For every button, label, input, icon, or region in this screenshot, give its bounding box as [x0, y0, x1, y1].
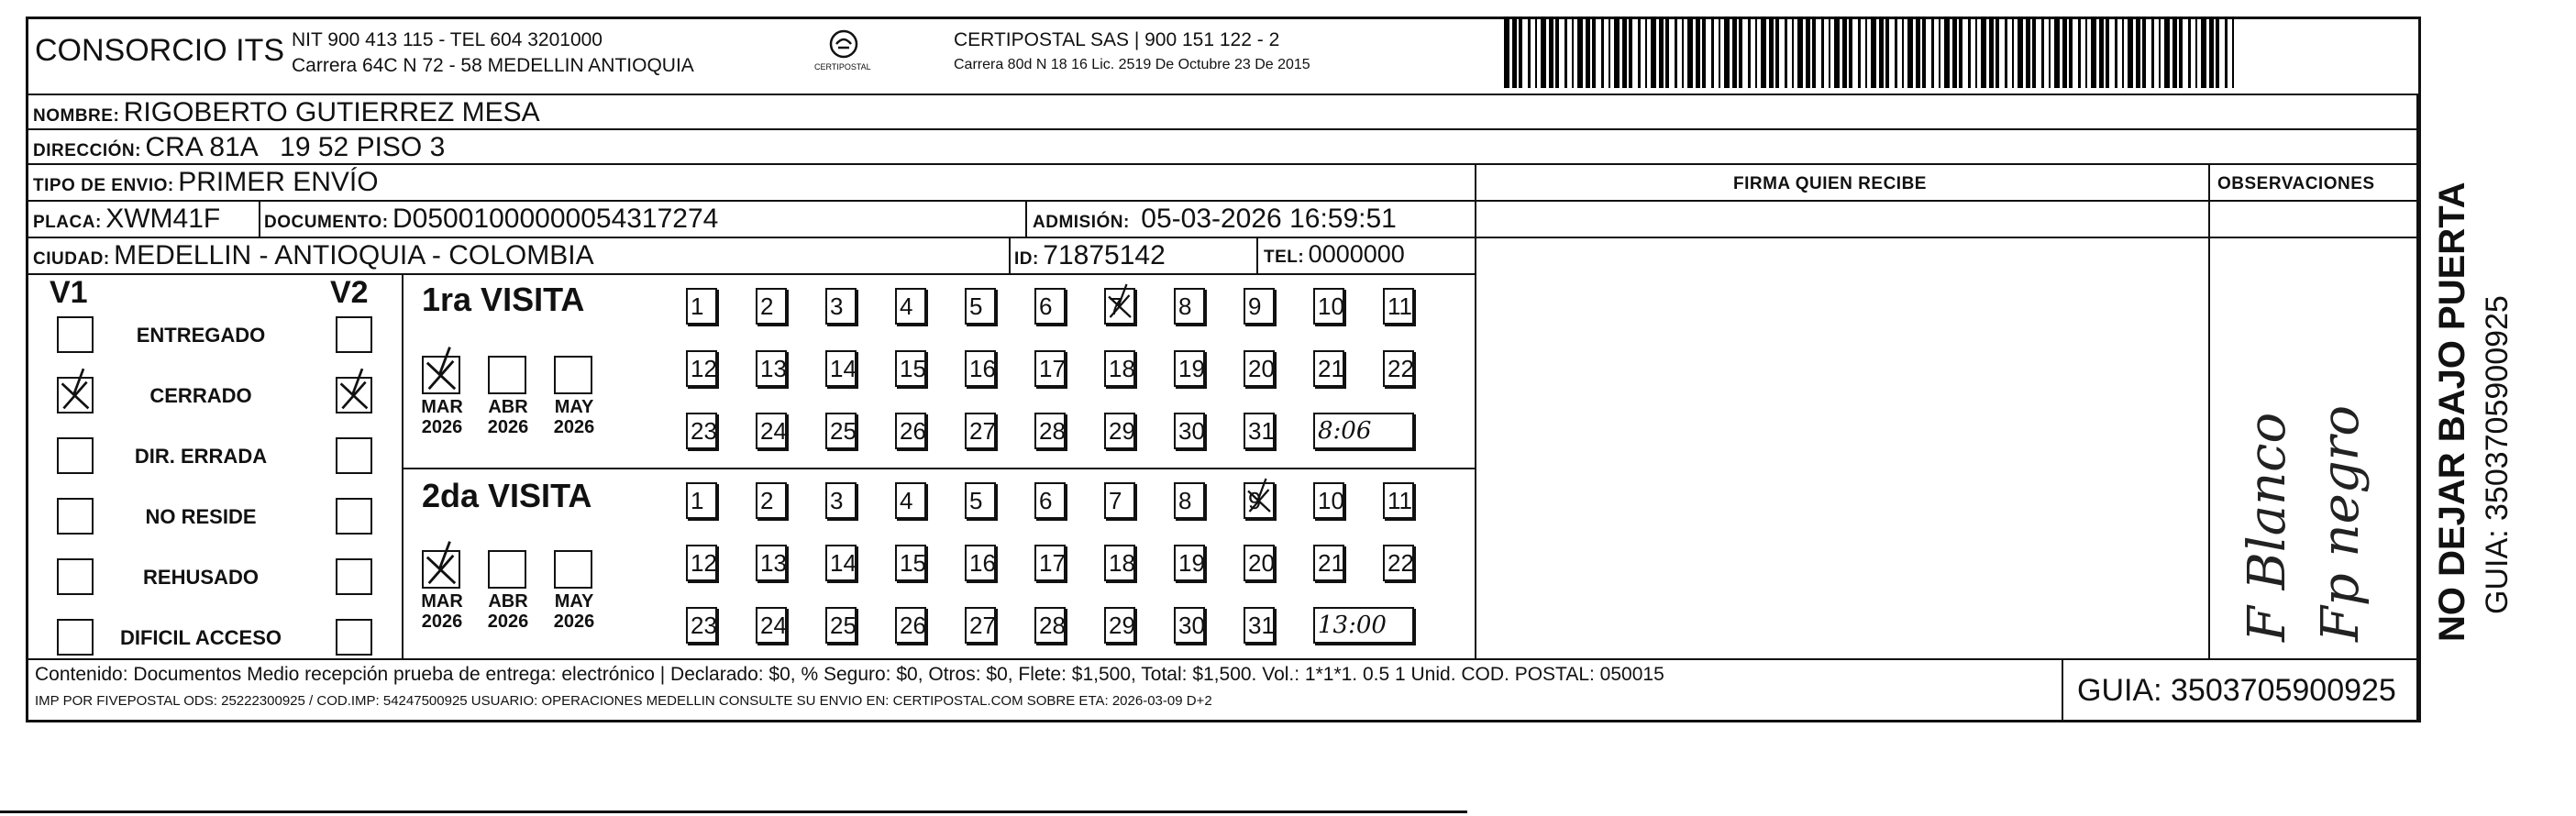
barcode-bar [1885, 17, 1889, 88]
visit1-day-box[interactable]: 9 [1244, 288, 1275, 325]
visit1-time-box: 8:06 [1313, 413, 1414, 449]
visit1-day-box[interactable]: 28 [1034, 413, 1066, 449]
visit1-day-box[interactable]: 27 [965, 413, 996, 449]
visit1-month-label: ABR [488, 397, 528, 417]
visit1-day-box[interactable]: 1 [686, 288, 717, 325]
visit1-day-box[interactable]: 3 [825, 288, 857, 325]
visit2-time-box: 13:00 [1313, 607, 1414, 644]
barcode-bar [1535, 17, 1537, 88]
rule [26, 128, 2421, 130]
footer-contents: Contenido: Documentos Medio recepción prueba de entrega: electrónico | Declarado: $0, % Seguro: $0, Otros: $0, Flete: $1,500, Total: $1,500. Vol.: 1*1*1. 0.5 1 Unid. COD. POSTAL: 050015 [35, 664, 1664, 685]
status-v2-checkbox[interactable] [336, 437, 372, 474]
observations-header: OBSERVACIONES [2217, 174, 2375, 193]
barcode-bar [1829, 17, 1830, 88]
visit2-day-box[interactable]: 22 [1383, 545, 1414, 581]
visit2-day-box[interactable]: 5 [965, 482, 996, 519]
barcode-bar [1638, 17, 1641, 88]
rule [402, 273, 404, 658]
visit1-day-box[interactable]: 30 [1174, 413, 1205, 449]
carrier-address: Carrera 80d N 18 16 Lic. 2519 De Octubre 23 De 2015 [954, 57, 1310, 72]
visit1-month-checkbox[interactable] [488, 356, 526, 394]
visit1-day-box[interactable]: 22 [1383, 350, 1414, 387]
status-label: DIFICIL ACCESO [119, 626, 282, 649]
barcode-bar [1922, 17, 1926, 88]
rule [26, 200, 1475, 202]
visit2-day-box[interactable]: 23 [686, 607, 717, 644]
footer-guide-number: GUIA: 3503705900925 [2077, 673, 2396, 708]
visit2-day-box[interactable]: 18 [1104, 545, 1135, 581]
visit1-day-box[interactable]: 17 [1034, 350, 1066, 387]
visit2-year-label: 2026 [553, 612, 595, 632]
company-address: Carrera 64C N 72 - 58 MEDELLIN ANTIOQUIA [292, 55, 694, 76]
barcode-bar [1592, 17, 1596, 88]
barcode-bar [1996, 17, 1999, 88]
admission-value: 05-03-2026 16:59:51 [1141, 204, 1397, 234]
barcode-bar [1865, 17, 1867, 88]
signature-header: FIRMA QUIEN RECIBE [1733, 174, 1927, 193]
barcode-bar [2106, 17, 2109, 88]
barcode-bar [2151, 17, 2154, 88]
barcode-bar [1601, 17, 1604, 88]
id-label: ID: [1014, 249, 1039, 269]
barcode-bar [1895, 17, 1897, 88]
checkmark-icon [1245, 484, 1273, 517]
barcode-bar [1719, 17, 1720, 88]
rule [2062, 658, 2063, 722]
status-label: NO RESIDE [145, 505, 257, 528]
visit2-day-box[interactable]: 11 [1383, 482, 1414, 519]
visit1-year-label: 2026 [421, 417, 463, 437]
visit2-day-box[interactable]: 3 [825, 482, 857, 519]
visit1-day-box[interactable]: 11 [1383, 288, 1414, 325]
visit2-day-box[interactable]: 26 [895, 607, 926, 644]
visit2-day-box[interactable]: 12 [686, 545, 717, 581]
v2-header: V2 [330, 275, 369, 310]
barcode-bar [1572, 17, 1574, 88]
visit2-day-box[interactable]: 28 [1034, 607, 1066, 644]
rule [26, 94, 2421, 95]
visit2-day-box[interactable]: 13 [756, 545, 787, 581]
barcode-bar [1512, 17, 1517, 88]
barcode-bar [2041, 17, 2044, 88]
barcode-bar [1907, 17, 1913, 88]
barcode-bar [1739, 17, 1742, 88]
rule [2416, 94, 2418, 722]
visit2-day-box[interactable]: 17 [1034, 545, 1066, 581]
barcode-bar [2115, 17, 2117, 88]
visit2-month-checkbox[interactable] [422, 550, 460, 589]
rule [1475, 200, 2416, 202]
admission-label: ADMISIÓN: [1033, 213, 1130, 232]
barcode-bar [2122, 17, 2124, 88]
barcode-bar [2085, 17, 2087, 88]
barcode-bar [1528, 17, 1531, 88]
rule [1475, 163, 1476, 658]
visit1-day-box[interactable]: 21 [1313, 350, 1344, 387]
visit1-year-label: 2026 [487, 417, 529, 437]
barcode-bar [2078, 17, 2081, 88]
document-label: DOCUMENTO: [264, 213, 389, 232]
barcode-bar [1769, 17, 1774, 88]
barcode-bar [1682, 17, 1684, 88]
visit1-day-box[interactable]: 10 [1313, 288, 1344, 325]
visit2-month-checkbox[interactable] [488, 550, 526, 589]
visit2-day-box[interactable]: 8 [1174, 482, 1205, 519]
barcode-bar [1989, 17, 1994, 88]
barcode-bar [1858, 17, 1861, 88]
visit1-day-box[interactable]: 5 [965, 288, 996, 325]
rule [26, 273, 1475, 275]
barcode-bar [2216, 17, 2219, 88]
visit1-day-box[interactable]: 26 [895, 413, 926, 449]
visit2-day-box[interactable]: 25 [825, 607, 857, 644]
barcode-bar [1785, 17, 1787, 88]
barcode-bar [1504, 17, 1509, 88]
barcode-bar [1724, 17, 1730, 88]
barcode-bar [1755, 17, 1757, 88]
barcode-bar [1614, 17, 1620, 88]
status-v2-checkbox[interactable] [336, 558, 372, 595]
visit1-year-label: 2026 [553, 417, 595, 437]
visit1-day-box[interactable]: 24 [756, 413, 787, 449]
visit2-day-box[interactable]: 31 [1244, 607, 1275, 644]
barcode-bar [2159, 17, 2161, 88]
rule [1256, 237, 1258, 273]
barcode-bar [2225, 17, 2228, 88]
barcode-bar [1645, 17, 1647, 88]
visit1-day-box[interactable]: 29 [1104, 413, 1135, 449]
status-label: CERRADO [149, 384, 252, 407]
visit2-year-label: 2026 [421, 612, 463, 632]
barcode-bar [1842, 17, 1847, 88]
checkmark-icon [1106, 290, 1133, 323]
barcode-bar [1916, 17, 1920, 88]
barcode-bar [1609, 17, 1610, 88]
barcode-bar [2005, 17, 2007, 88]
visit2-day-box[interactable]: 21 [1313, 545, 1344, 581]
barcode-bar [1806, 17, 1810, 88]
bottom-edge [0, 810, 1467, 813]
rule [26, 237, 2421, 238]
rule [402, 468, 1475, 469]
barcode-bar [1879, 17, 1884, 88]
company-name: CONSORCIO ITS [35, 33, 285, 68]
barcode-bar [1732, 17, 1737, 88]
company-nit: NIT 900 413 115 - TEL 604 3201000 [292, 29, 603, 50]
visit2-day-box[interactable]: 1 [686, 482, 717, 519]
name-label: NOMBRE: [33, 106, 120, 126]
visit1-day-box[interactable]: 8 [1174, 288, 1205, 325]
visit1-day-box[interactable]: 20 [1244, 350, 1275, 387]
barcode-bar [2054, 17, 2060, 88]
status-v2-checkbox[interactable] [336, 316, 372, 353]
status-label: DIR. ERRADA [134, 445, 268, 468]
plate-value: XWM41F [105, 204, 221, 234]
barcode-bar [1902, 17, 1904, 88]
observation-handwriting-1: F Blanco [2238, 412, 2297, 642]
barcode-bar [1931, 17, 1934, 88]
visit2-day-box[interactable]: 24 [756, 607, 787, 644]
visit1-month-label: MAR [421, 397, 463, 417]
barcode-bar [1702, 17, 1706, 88]
barcode-bar [1549, 17, 1553, 88]
visit2-day-box[interactable]: 4 [895, 482, 926, 519]
barcode-bar [2179, 17, 2183, 88]
type-label: TIPO DE ENVIO: [33, 176, 174, 195]
barcode-bar [1981, 17, 1986, 88]
observation-handwriting-2: Fp negro [2311, 404, 2371, 642]
barcode-bar [1975, 17, 1977, 88]
visit2-day-box[interactable]: 10 [1313, 482, 1344, 519]
visit2-day-box[interactable]: 9 [1244, 482, 1275, 519]
visit1-day-box[interactable]: 4 [895, 288, 926, 325]
visit2-day-box[interactable]: 14 [825, 545, 857, 581]
barcode-bar [2136, 17, 2140, 88]
visit1-day-box[interactable]: 2 [756, 288, 787, 325]
visit1-day-box[interactable]: 23 [686, 413, 717, 449]
barcode-bar [1959, 17, 1962, 88]
status-label: REHUSADO [143, 566, 259, 589]
barcode-bar [1834, 17, 1840, 88]
barcode-bar [2172, 17, 2177, 88]
visit2-month-label: ABR [488, 591, 528, 612]
visit2-day-box[interactable]: 6 [1034, 482, 1066, 519]
visit1-month-checkbox[interactable] [554, 356, 592, 394]
barcode-bar [2164, 17, 2170, 88]
visit1-day-box[interactable]: 7 [1104, 288, 1135, 325]
shipment-type: PRIMER ENVÍO [178, 167, 379, 197]
address-label: DIRECCIÓN: [33, 141, 141, 160]
rule [2208, 163, 2210, 658]
barcode-bar [2232, 17, 2234, 88]
barcode-bar [1622, 17, 1627, 88]
tel-value: 0000000 [1308, 240, 1405, 268]
barcode-bar [1761, 17, 1766, 88]
visit2-month-label: MAY [554, 591, 594, 612]
barcode-bar [2195, 17, 2197, 88]
barcode-bar [2012, 17, 2014, 88]
visit1-day-box[interactable]: 14 [825, 350, 857, 387]
barcode-bar [1541, 17, 1546, 88]
barcode [1504, 17, 2247, 88]
checkmark-icon [424, 358, 459, 392]
barcode-bar [1944, 17, 1950, 88]
visit2-month-label: MAR [421, 591, 463, 612]
visit2-day-box[interactable]: 29 [1104, 607, 1135, 644]
barcode-bar [2099, 17, 2104, 88]
checkmark-icon [337, 379, 370, 412]
no-under-door-warning: NO DEJAR BAJO PUERTA [2432, 182, 2472, 642]
visit1-day-box[interactable]: 6 [1034, 288, 1066, 325]
barcode-bar [2142, 17, 2146, 88]
barcode-bar [1775, 17, 1779, 88]
status-v2-checkbox[interactable] [336, 619, 372, 656]
visit1-month-checkbox[interactable] [422, 356, 460, 394]
rule [1025, 200, 1027, 237]
barcode-bar [1797, 17, 1803, 88]
visit1-day-box[interactable]: 15 [895, 350, 926, 387]
barcode-bar [1952, 17, 1957, 88]
visit2-title: 2da VISITA [422, 477, 592, 514]
barcode-bar [1968, 17, 1971, 88]
rule [26, 163, 2421, 165]
barcode-bar [1659, 17, 1664, 88]
v1-header: V1 [50, 275, 88, 310]
barcode-bar [1675, 17, 1677, 88]
document-value: D05001000000054317274 [392, 204, 719, 234]
logo-text: CERTIPOSTAL [814, 62, 871, 72]
rule [1009, 237, 1011, 273]
visit1-day-box[interactable]: 25 [825, 413, 857, 449]
visit1-day-box[interactable]: 16 [965, 350, 996, 387]
visit1-month-label: MAY [554, 397, 594, 417]
visit1-day-box[interactable]: 19 [1174, 350, 1205, 387]
city-value: MEDELLIN - ANTIOQUIA - COLOMBIA [114, 240, 594, 270]
carrier-name: CERTIPOSTAL SAS | 900 151 122 - 2 [954, 29, 1280, 50]
status-label: ENTREGADO [136, 324, 266, 347]
visit1-day-box[interactable]: 12 [686, 350, 717, 387]
barcode-bar [1812, 17, 1816, 88]
barcode-bar [2188, 17, 2191, 88]
barcode-bar [1849, 17, 1852, 88]
rule [259, 200, 260, 237]
tel-label: TEL: [1264, 248, 1305, 267]
barcode-bar [2049, 17, 2051, 88]
city-label: CIUDAD: [33, 249, 110, 269]
barcode-bar [1687, 17, 1693, 88]
barcode-bar [2026, 17, 2030, 88]
barcode-bar [1696, 17, 1700, 88]
barcode-bar [2032, 17, 2036, 88]
barcode-bar [2091, 17, 2096, 88]
barcode-bar [1871, 17, 1876, 88]
barcode-bar [1577, 17, 1583, 88]
barcode-bar [1792, 17, 1794, 88]
visit2-year-label: 2026 [487, 612, 529, 632]
barcode-bar [2209, 17, 2214, 88]
plate-label: PLACA: [33, 213, 102, 232]
visit2-day-box[interactable]: 2 [756, 482, 787, 519]
barcode-bar [1939, 17, 1940, 88]
barcode-bar [1748, 17, 1751, 88]
barcode-bar [1586, 17, 1590, 88]
checkmark-icon [424, 552, 459, 587]
visit2-day-box[interactable]: 19 [1174, 545, 1205, 581]
barcode-bar [1629, 17, 1632, 88]
barcode-bar [1665, 17, 1669, 88]
barcode-bar [2069, 17, 2073, 88]
barcode-bar [1651, 17, 1656, 88]
status-v2-checkbox[interactable] [336, 498, 372, 535]
barcode-bar [2201, 17, 2206, 88]
barcode-bar [2128, 17, 2133, 88]
visit1-day-box[interactable]: 31 [1244, 413, 1275, 449]
barcode-bar [1821, 17, 1824, 88]
visit1-day-box[interactable]: 18 [1104, 350, 1135, 387]
visit2-day-box[interactable]: 20 [1244, 545, 1275, 581]
visit2-day-box[interactable]: 7 [1104, 482, 1135, 519]
barcode-bar [1555, 17, 1559, 88]
barcode-bar [1711, 17, 1714, 88]
recipient-address: CRA 81A 19 52 PISO 3 [145, 132, 446, 162]
side-guide-number: GUIA: 3503705900925 [2480, 295, 2515, 614]
visit2-day-box[interactable]: 15 [895, 545, 926, 581]
visit1-day-box[interactable]: 13 [756, 350, 787, 387]
footer-print-info: IMP POR FIVEPOSTAL ODS: 25222300925 / COD.IMP: 54247500925 USUARIO: OPERACIONES MEDELLIN CONSULTE SU ENVIO EN: CERTIPOSTAL.COM SOBRE ETA: 2026-03-09 D+2 [35, 693, 1212, 709]
visit1-title: 1ra VISITA [422, 281, 585, 318]
visit2-day-box[interactable]: 27 [965, 607, 996, 644]
id-value: 71875142 [1043, 240, 1166, 270]
barcode-bar [1564, 17, 1567, 88]
status-v2-checkbox[interactable] [336, 377, 372, 414]
visit2-day-box[interactable]: 30 [1174, 607, 1205, 644]
visit2-day-box[interactable]: 16 [965, 545, 996, 581]
barcode-bar [1519, 17, 1522, 88]
barcode-bar [2018, 17, 2023, 88]
visit2-month-checkbox[interactable] [554, 550, 592, 589]
certipostal-logo [816, 28, 871, 77]
barcode-bar [2062, 17, 2067, 88]
recipient-name: RIGOBERTO GUTIERREZ MESA [123, 97, 540, 127]
